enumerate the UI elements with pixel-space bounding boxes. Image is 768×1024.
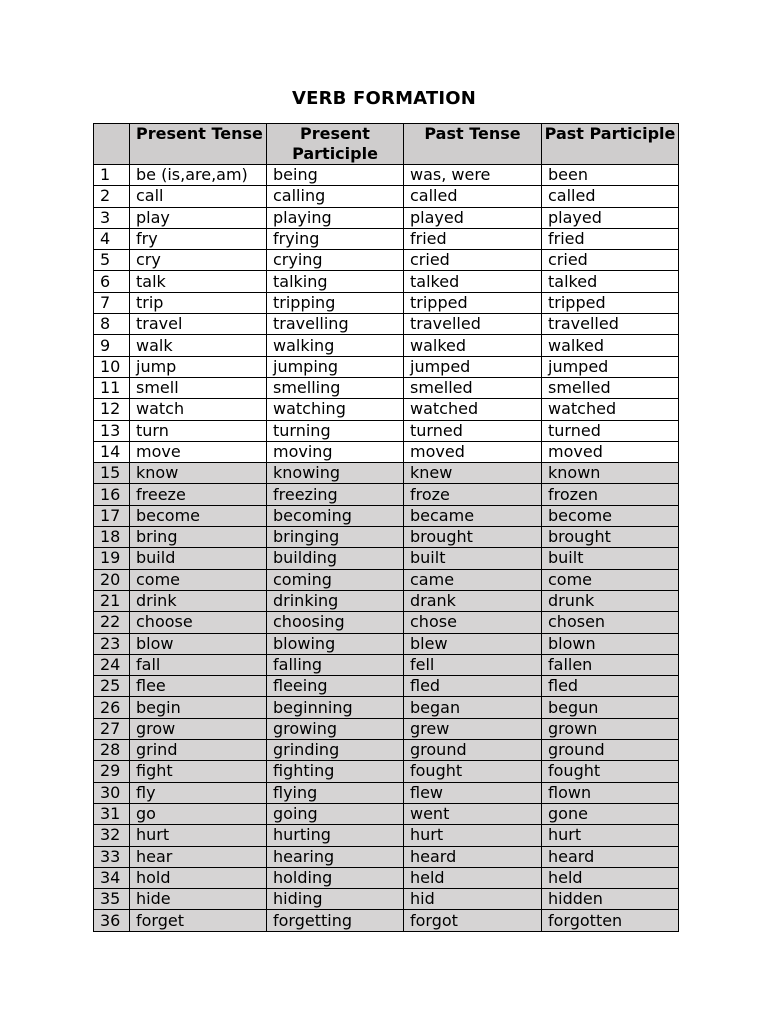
past-tense-cell: fried (404, 228, 542, 249)
row-number: 3 (94, 207, 130, 228)
present-participle-cell: crying (267, 250, 404, 271)
row-number: 25 (94, 676, 130, 697)
present-participle-cell: coming (267, 569, 404, 590)
past-tense-cell: brought (404, 527, 542, 548)
past-participle-cell: watched (542, 399, 679, 420)
table-row (94, 590, 679, 611)
table-row (94, 377, 679, 398)
row-number: 6 (94, 271, 130, 292)
past-participle-cell: moved (542, 441, 679, 462)
table-row (94, 697, 679, 718)
present-tense-cell: bring (130, 527, 267, 548)
table-row (94, 527, 679, 548)
row-number: 16 (94, 484, 130, 505)
row-number: 14 (94, 441, 130, 462)
table-row (94, 761, 679, 782)
past-participle-cell: called (542, 186, 679, 207)
present-tense-cell: fly (130, 782, 267, 803)
table-row (94, 569, 679, 590)
table-row (94, 186, 679, 207)
present-participle-cell: walking (267, 335, 404, 356)
past-participle-cell: talked (542, 271, 679, 292)
row-number: 5 (94, 250, 130, 271)
row-number: 4 (94, 228, 130, 249)
row-number: 32 (94, 825, 130, 846)
row-number: 33 (94, 846, 130, 867)
table-row (94, 548, 679, 569)
present-participle-cell: forgetting (267, 910, 404, 931)
past-tense-cell: jumped (404, 356, 542, 377)
present-participle-cell: building (267, 548, 404, 569)
table-row (94, 207, 679, 228)
present-participle-cell: holding (267, 867, 404, 888)
past-tense-cell: talked (404, 271, 542, 292)
table-row (94, 292, 679, 313)
past-tense-cell: smelled (404, 377, 542, 398)
present-tense-cell: hold (130, 867, 267, 888)
row-number: 11 (94, 377, 130, 398)
table-row (94, 612, 679, 633)
present-tense-cell: know (130, 463, 267, 484)
row-number: 35 (94, 889, 130, 910)
present-participle-cell: frying (267, 228, 404, 249)
past-participle-cell: jumped (542, 356, 679, 377)
past-participle-cell: begun (542, 697, 679, 718)
present-participle-cell: turning (267, 420, 404, 441)
past-participle-cell: turned (542, 420, 679, 441)
past-tense-cell: built (404, 548, 542, 569)
past-participle-cell: hidden (542, 889, 679, 910)
past-participle-cell: held (542, 867, 679, 888)
present-participle-cell: fleeing (267, 676, 404, 697)
present-tense-cell: hide (130, 889, 267, 910)
header-past-tense: Past Tense (404, 124, 542, 165)
present-participle-cell: being (267, 165, 404, 186)
row-number: 17 (94, 505, 130, 526)
present-participle-cell: fighting (267, 761, 404, 782)
present-tense-cell: call (130, 186, 267, 207)
present-tense-cell: go (130, 803, 267, 824)
past-tense-cell: ground (404, 740, 542, 761)
present-tense-cell: fight (130, 761, 267, 782)
past-tense-cell: was, were (404, 165, 542, 186)
table-row (94, 484, 679, 505)
past-participle-cell: cried (542, 250, 679, 271)
past-tense-cell: played (404, 207, 542, 228)
present-tense-cell: choose (130, 612, 267, 633)
past-tense-cell: turned (404, 420, 542, 441)
present-tense-cell: grow (130, 718, 267, 739)
past-tense-cell: blew (404, 633, 542, 654)
header-number (94, 124, 130, 165)
row-number: 27 (94, 718, 130, 739)
table-row (94, 420, 679, 441)
present-tense-cell: build (130, 548, 267, 569)
past-tense-cell: forgot (404, 910, 542, 931)
present-participle-cell: hearing (267, 846, 404, 867)
present-participle-cell: bringing (267, 527, 404, 548)
present-tense-cell: move (130, 441, 267, 462)
row-number: 18 (94, 527, 130, 548)
present-participle-cell: moving (267, 441, 404, 462)
present-participle-cell: going (267, 803, 404, 824)
row-number: 34 (94, 867, 130, 888)
table-row (94, 356, 679, 377)
present-tense-cell: begin (130, 697, 267, 718)
present-tense-cell: blow (130, 633, 267, 654)
present-tense-cell: fry (130, 228, 267, 249)
row-number: 10 (94, 356, 130, 377)
past-participle-cell: forgotten (542, 910, 679, 931)
past-participle-cell: travelled (542, 314, 679, 335)
past-participle-cell: ground (542, 740, 679, 761)
present-participle-cell: growing (267, 718, 404, 739)
present-participle-cell: talking (267, 271, 404, 292)
present-tense-cell: jump (130, 356, 267, 377)
present-participle-cell: smelling (267, 377, 404, 398)
table-row (94, 228, 679, 249)
past-participle-cell: chosen (542, 612, 679, 633)
table-row (94, 505, 679, 526)
past-participle-cell: gone (542, 803, 679, 824)
past-tense-cell: fell (404, 654, 542, 675)
past-participle-cell: hurt (542, 825, 679, 846)
past-participle-cell: blown (542, 633, 679, 654)
present-tense-cell: fall (130, 654, 267, 675)
present-participle-cell: grinding (267, 740, 404, 761)
past-tense-cell: walked (404, 335, 542, 356)
header-row (94, 124, 679, 165)
present-participle-cell: travelling (267, 314, 404, 335)
past-participle-cell: heard (542, 846, 679, 867)
table-row (94, 718, 679, 739)
past-tense-cell: fled (404, 676, 542, 697)
present-tense-cell: hear (130, 846, 267, 867)
past-tense-cell: knew (404, 463, 542, 484)
row-number: 20 (94, 569, 130, 590)
table-row (94, 165, 679, 186)
present-tense-cell: come (130, 569, 267, 590)
row-number: 13 (94, 420, 130, 441)
table-row (94, 889, 679, 910)
present-tense-cell: hurt (130, 825, 267, 846)
table-row (94, 910, 679, 931)
past-tense-cell: drank (404, 590, 542, 611)
table-row (94, 250, 679, 271)
row-number: 19 (94, 548, 130, 569)
row-number: 12 (94, 399, 130, 420)
present-participle-cell: tripping (267, 292, 404, 313)
past-participle-cell: drunk (542, 590, 679, 611)
present-participle-cell: choosing (267, 612, 404, 633)
past-tense-cell: called (404, 186, 542, 207)
past-tense-cell: chose (404, 612, 542, 633)
row-number: 1 (94, 165, 130, 186)
row-number: 9 (94, 335, 130, 356)
past-tense-cell: hid (404, 889, 542, 910)
table-row (94, 846, 679, 867)
table-row (94, 825, 679, 846)
present-tense-cell: travel (130, 314, 267, 335)
past-participle-cell: walked (542, 335, 679, 356)
past-tense-cell: grew (404, 718, 542, 739)
past-participle-cell: frozen (542, 484, 679, 505)
present-tense-cell: watch (130, 399, 267, 420)
past-tense-cell: held (404, 867, 542, 888)
verb-table (93, 123, 679, 932)
past-tense-cell: cried (404, 250, 542, 271)
present-participle-cell: hurting (267, 825, 404, 846)
present-tense-cell: forget (130, 910, 267, 931)
present-participle-cell: flying (267, 782, 404, 803)
past-participle-cell: tripped (542, 292, 679, 313)
present-participle-cell: calling (267, 186, 404, 207)
past-participle-cell: built (542, 548, 679, 569)
table-row (94, 803, 679, 824)
past-participle-cell: grown (542, 718, 679, 739)
header-past-participle: Past Participle (542, 124, 679, 165)
header-present-participle: Present Participle (267, 124, 404, 165)
past-tense-cell: flew (404, 782, 542, 803)
table-row (94, 463, 679, 484)
present-tense-cell: drink (130, 590, 267, 611)
row-number: 22 (94, 612, 130, 633)
row-number: 21 (94, 590, 130, 611)
past-tense-cell: froze (404, 484, 542, 505)
past-tense-cell: tripped (404, 292, 542, 313)
present-tense-cell: talk (130, 271, 267, 292)
row-number: 23 (94, 633, 130, 654)
table-row (94, 335, 679, 356)
past-participle-cell: become (542, 505, 679, 526)
table-row (94, 314, 679, 335)
table-row (94, 654, 679, 675)
table-row (94, 676, 679, 697)
table-row (94, 740, 679, 761)
present-participle-cell: beginning (267, 697, 404, 718)
row-number: 26 (94, 697, 130, 718)
present-tense-cell: be (is,are,am) (130, 165, 267, 186)
past-tense-cell: went (404, 803, 542, 824)
past-tense-cell: travelled (404, 314, 542, 335)
present-participle-cell: watching (267, 399, 404, 420)
verb-rows (94, 165, 679, 932)
present-participle-cell: hiding (267, 889, 404, 910)
present-participle-cell: becoming (267, 505, 404, 526)
row-number: 8 (94, 314, 130, 335)
present-tense-cell: flee (130, 676, 267, 697)
present-tense-cell: walk (130, 335, 267, 356)
row-number: 30 (94, 782, 130, 803)
present-participle-cell: jumping (267, 356, 404, 377)
past-participle-cell: fled (542, 676, 679, 697)
row-number: 7 (94, 292, 130, 313)
past-participle-cell: fallen (542, 654, 679, 675)
past-tense-cell: hurt (404, 825, 542, 846)
present-tense-cell: turn (130, 420, 267, 441)
present-participle-cell: falling (267, 654, 404, 675)
present-participle-cell: drinking (267, 590, 404, 611)
table-row (94, 867, 679, 888)
row-number: 15 (94, 463, 130, 484)
past-tense-cell: came (404, 569, 542, 590)
present-tense-cell: become (130, 505, 267, 526)
table-row (94, 441, 679, 462)
present-participle-cell: knowing (267, 463, 404, 484)
present-tense-cell: grind (130, 740, 267, 761)
past-participle-cell: flown (542, 782, 679, 803)
past-participle-cell: been (542, 165, 679, 186)
row-number: 31 (94, 803, 130, 824)
past-tense-cell: fought (404, 761, 542, 782)
past-tense-cell: became (404, 505, 542, 526)
past-tense-cell: began (404, 697, 542, 718)
past-participle-cell: fought (542, 761, 679, 782)
row-number: 2 (94, 186, 130, 207)
past-tense-cell: watched (404, 399, 542, 420)
row-number: 28 (94, 740, 130, 761)
past-participle-cell: smelled (542, 377, 679, 398)
table-row (94, 633, 679, 654)
table-row (94, 271, 679, 292)
present-tense-cell: cry (130, 250, 267, 271)
row-number: 29 (94, 761, 130, 782)
past-participle-cell: come (542, 569, 679, 590)
row-number: 36 (94, 910, 130, 931)
table-row (94, 782, 679, 803)
past-participle-cell: known (542, 463, 679, 484)
header-present-tense: Present Tense (130, 124, 267, 165)
past-participle-cell: brought (542, 527, 679, 548)
present-tense-cell: smell (130, 377, 267, 398)
table-row (94, 399, 679, 420)
past-tense-cell: moved (404, 441, 542, 462)
present-tense-cell: play (130, 207, 267, 228)
past-participle-cell: played (542, 207, 679, 228)
past-participle-cell: fried (542, 228, 679, 249)
present-tense-cell: freeze (130, 484, 267, 505)
page-title: VERB FORMATION (291, 88, 477, 109)
present-tense-cell: trip (130, 292, 267, 313)
past-tense-cell: heard (404, 846, 542, 867)
present-participle-cell: blowing (267, 633, 404, 654)
present-participle-cell: playing (267, 207, 404, 228)
row-number: 24 (94, 654, 130, 675)
present-participle-cell: freezing (267, 484, 404, 505)
